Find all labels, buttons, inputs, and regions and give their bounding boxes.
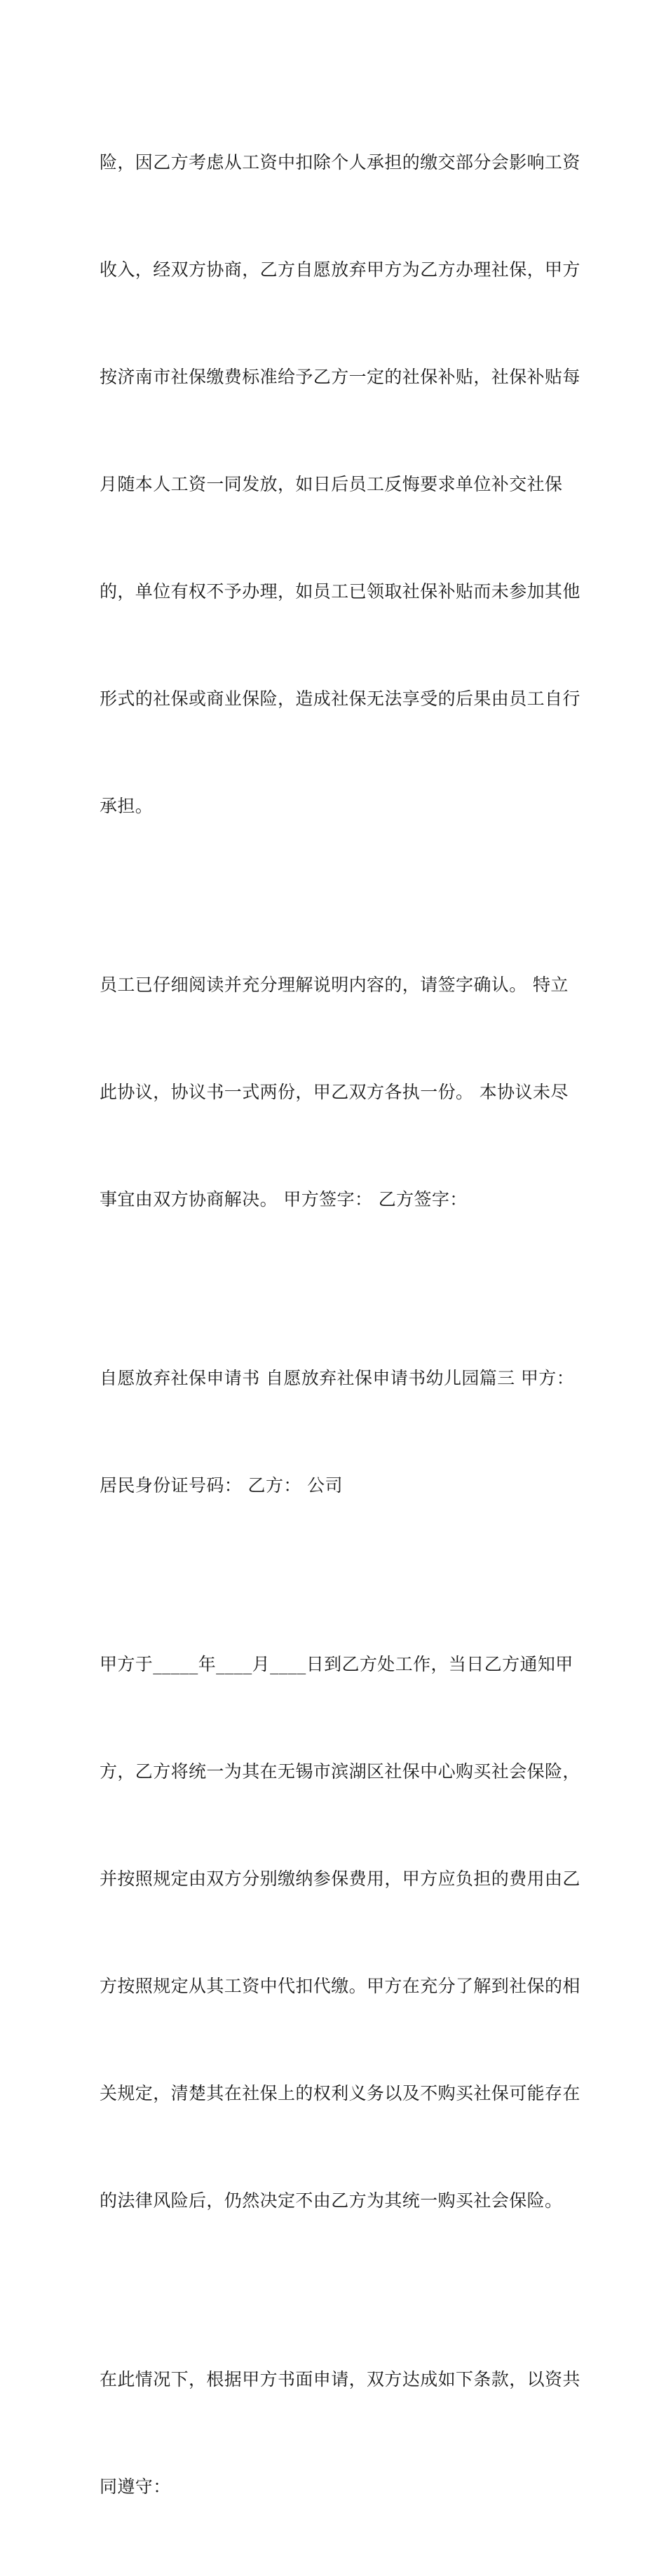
text-line: 险，因乙方考虑从工资中扣除个人承担的缴交部分会影响工资 — [100, 152, 580, 172]
text-line: 的，单位有权不予办理，如员工已领取社保补贴而未参加其他 — [100, 581, 580, 602]
text-line: 关规定，清楚其在社保上的权利义务以及不购买社保可能存在 — [100, 2083, 580, 2103]
text-line: 并按照规定由双方分别缴纳参保费用，甲方应负担的费用由乙 — [100, 1869, 580, 1889]
text-line: 收入，经双方协商，乙方自愿放弃甲方为乙方办理社保，甲方 — [100, 259, 580, 280]
text-line: 按济南市社保缴费标准给予乙方一定的社保补贴，社保补贴每 — [100, 367, 580, 387]
text-line: 居民身份证号码： 乙方： 公司 — [100, 1475, 343, 1496]
paragraph-signature-confirmation — [100, 895, 576, 1289]
document-body — [100, 73, 580, 2576]
text-line: 在此情况下，根据甲方书面申请，双方达成如下条款，以资共 — [100, 2369, 580, 2389]
text-line: 甲方于_____年____月____日到乙方处工作，当日乙方通知甲 — [100, 1654, 573, 1674]
text-line: 此协议，协议书一式两份，甲乙双方各执一份。 本协议未尽 — [100, 1082, 569, 1102]
paragraph-employment-statement — [100, 1575, 580, 2290]
text-line: 方，乙方将统一为其在无锡市滨湖区社保中心购买社会保险， — [100, 1761, 580, 1782]
text-line: 员工已仔细阅读并充分理解说明内容的，请签字确认。 特立 — [100, 975, 569, 995]
text-line: 同遵守： — [100, 2476, 171, 2497]
text-line: 月随本人工资一同发放，如日后员工反悔要求单位补交社保 — [100, 474, 563, 494]
text-line: 方按照规定从其工资中代扣代缴。甲方在充分了解到社保的相 — [100, 1976, 580, 1996]
paragraph-social-insurance-waiver — [100, 73, 580, 895]
text-line: 承担。 — [100, 796, 154, 816]
paragraph-terms-intro — [100, 2290, 580, 2576]
text-line: 事宜由双方协商解决。 甲方签字： 乙方签字： — [100, 1189, 468, 1209]
text-line: 自愿放弃社保申请书 自愿放弃社保申请书幼儿园篇三 甲方： — [100, 1368, 575, 1388]
text-line: 形式的社保或商业保险，造成社保无法享受的后果由员工自行 — [100, 689, 580, 709]
text-line: 的法律风险后，仍然决定不由乙方为其统一购买社会保险。 — [100, 2190, 563, 2211]
paragraph-section-heading — [100, 1289, 576, 1575]
